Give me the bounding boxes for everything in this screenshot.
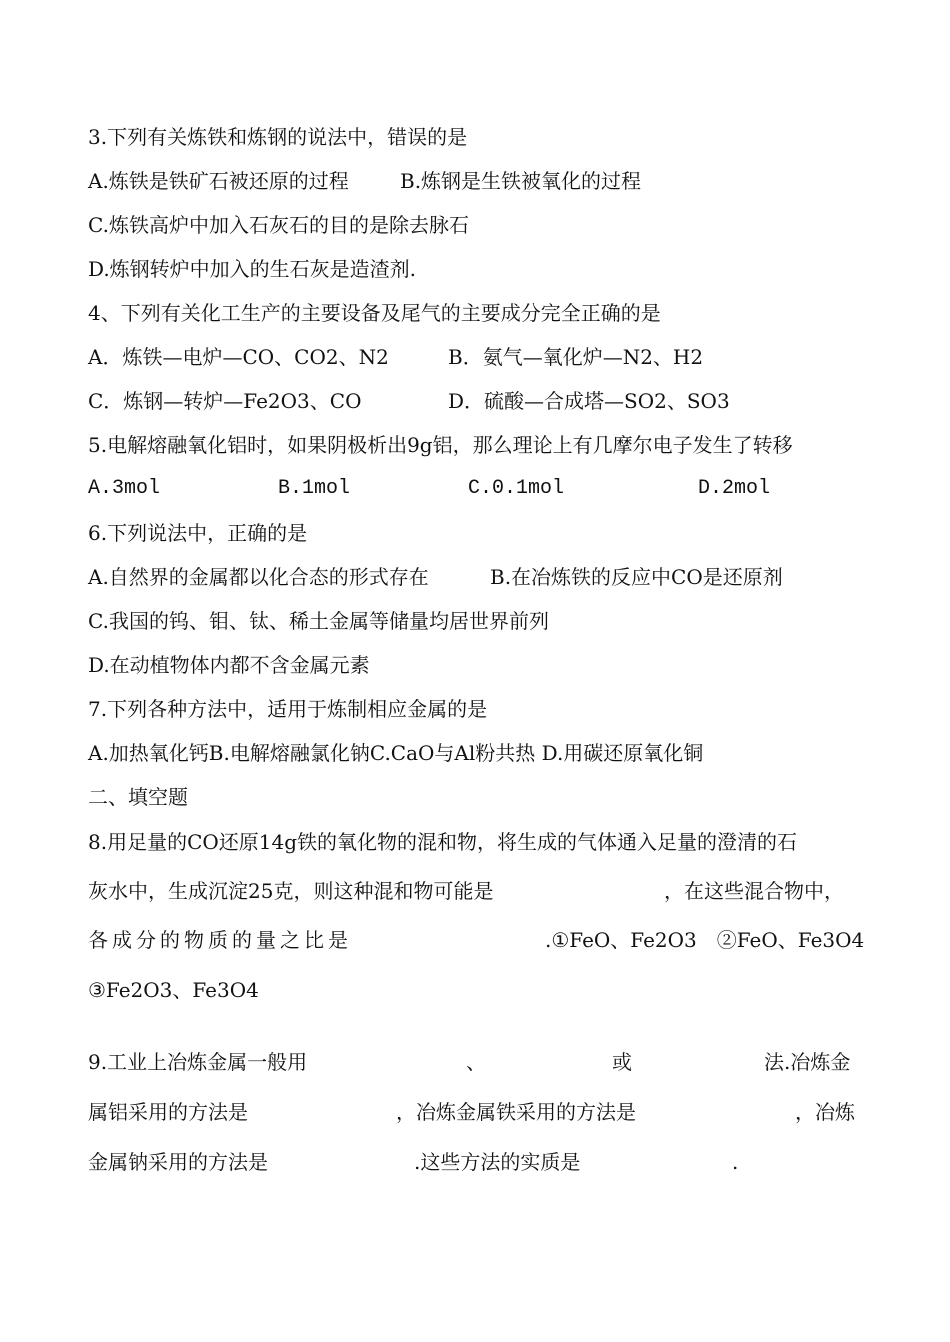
- question-6-option-b: B.在冶炼铁的反应中CO是还原剂: [490, 565, 783, 589]
- question-7-options: A.加热氧化钙B.电解熔融氯化钠C.CaO与Al粉共热 D.用碳还原氧化铜: [88, 741, 704, 765]
- question-5-stem: 5.电解熔融氧化铝时，如果阴极析出9g铝，那么理论上有几摩尔电子发生了转移: [88, 433, 793, 457]
- question-6-option-a: A.自然界的金属都以化合态的形式存在: [88, 565, 429, 589]
- question-3-stem: 3.下列有关炼铁和炼钢的说法中，错误的是: [88, 125, 468, 149]
- question-3-option-a: A.炼铁是铁矿石被还原的过程: [88, 169, 349, 193]
- question-6-option-c: C.我国的钨、钼、钛、稀土金属等储量均居世界前列: [88, 609, 549, 633]
- question-3-option-b: B.炼钢是生铁被氧化的过程: [400, 169, 642, 193]
- question-9-line-3c: .: [732, 1150, 739, 1174]
- question-9-line-2b: ，冶炼金属铁采用的方法是: [396, 1100, 636, 1124]
- question-3-option-c: C.炼铁高炉中加入石灰石的目的是除去脉石: [88, 213, 469, 237]
- question-9-line-3a: 金属钠采用的方法是: [88, 1150, 268, 1174]
- question-5-option-d: D.2mol: [698, 477, 771, 500]
- question-8-line-1: 8.用足量的CO还原14g铁的氧化物的混和物，将生成的气体通入足量的澄清的石: [88, 830, 798, 854]
- question-9-line-2a: 属铝采用的方法是: [88, 1100, 248, 1124]
- question-5-option-a: A.3mol: [88, 477, 161, 500]
- question-8-line-3a: 各成分的物质的量之比是: [88, 928, 352, 952]
- question-9-line-1a: 9.工业上冶炼金属一般用: [88, 1050, 308, 1074]
- question-4-option-d: D．硫酸—合成塔—SO2、SO3: [448, 389, 730, 413]
- question-8-line-2b: ，在这些混合物中，: [664, 879, 844, 903]
- question-9-line-1b: 、: [466, 1050, 486, 1074]
- question-9-line-3b: .这些方法的实质是: [414, 1150, 581, 1174]
- question-4-option-b: B．氨气—氧化炉—N2、H2: [448, 345, 704, 369]
- question-4-stem: 4、下列有关化工生产的主要设备及尾气的主要成分完全正确的是: [88, 301, 661, 325]
- question-4-option-c: C．炼钢—转炉—Fe2O3、CO: [88, 389, 362, 413]
- question-8-line-2a: 灰水中，生成沉淀25克，则这种混和物可能是: [88, 879, 494, 903]
- question-8-line-3b: .①FeO、Fe2O3 ②FeO、Fe3O4: [545, 928, 865, 952]
- question-9-line-1d: 法.冶炼金: [764, 1050, 851, 1074]
- question-6-option-d: D.在动植物体内都不含金属元素: [88, 653, 370, 677]
- question-9-line-1c: 或: [612, 1050, 632, 1074]
- question-9-line-2c: ，冶炼: [795, 1100, 855, 1124]
- question-5-option-b: B.1mol: [278, 477, 351, 500]
- question-5-option-c: C.0.1mol: [468, 477, 565, 500]
- question-4-option-a: A．炼铁—电炉—CO、CO2、N2: [88, 345, 389, 369]
- question-6-stem: 6.下列说法中，正确的是: [88, 521, 308, 545]
- question-8-line-4: ③Fe2O3、Fe3O4: [88, 978, 259, 1002]
- question-7-stem: 7.下列各种方法中，适用于炼制相应金属的是: [88, 697, 488, 721]
- question-3-option-d: D.炼钢转炉中加入的生石灰是造渣剂.: [88, 257, 417, 281]
- section-2-title: 二、填空题: [88, 785, 188, 809]
